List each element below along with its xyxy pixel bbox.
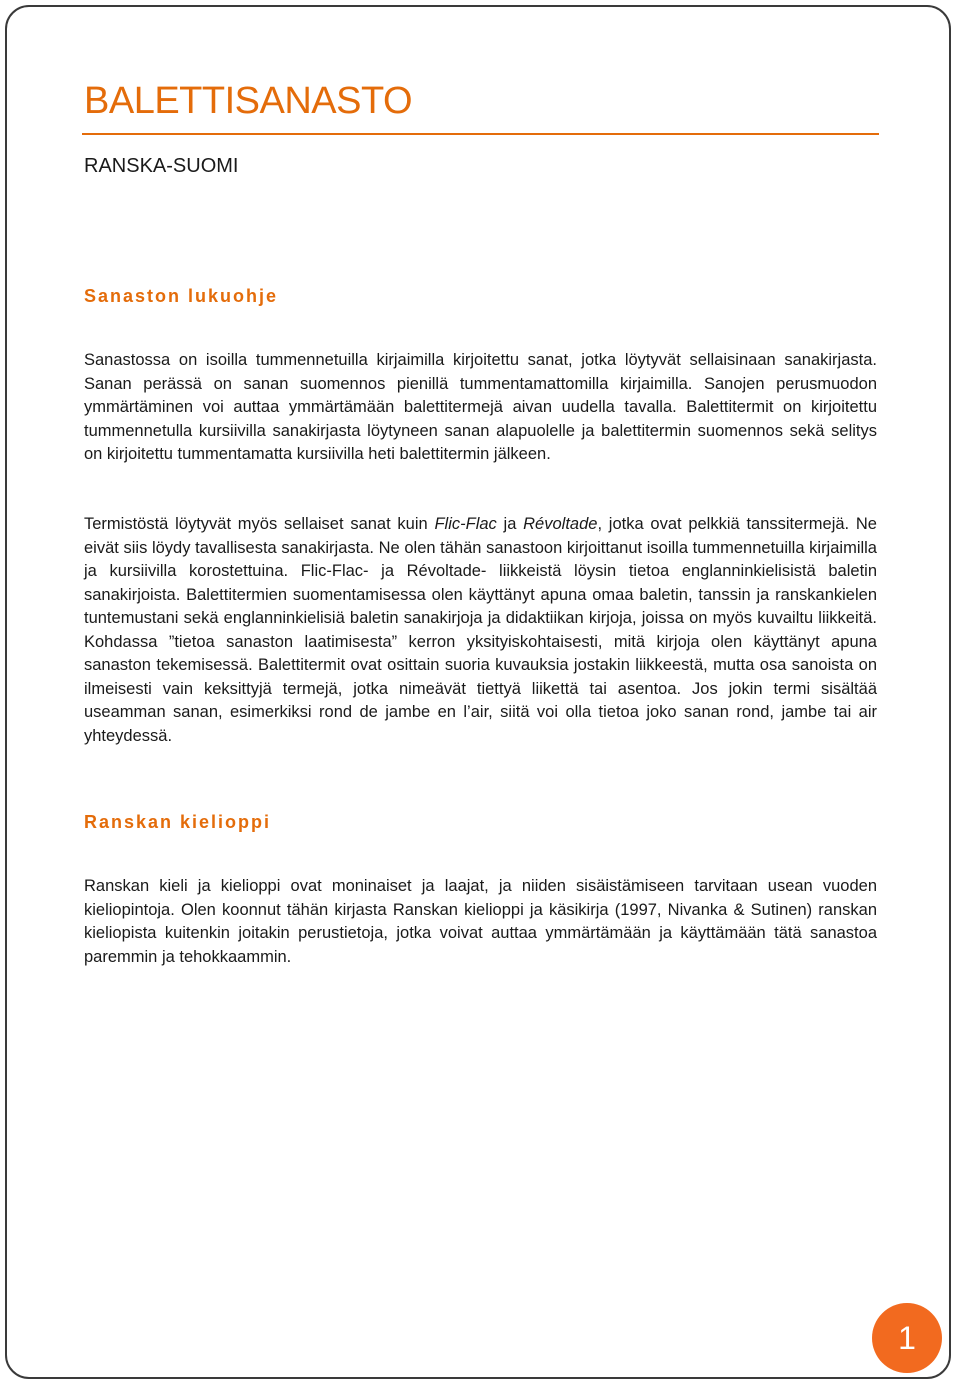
document-subtitle: RANSKA-SUOMI: [84, 155, 239, 177]
paragraph-text: Termistöstä löytyvät myös sellaiset sanat kuin: [84, 515, 435, 533]
section-heading-lukuohje: Sanaston lukuohje: [84, 286, 279, 306]
paragraph-text: , jotka ovat pelkkiä tanssitermejä. Ne eivät siis löydy tavallisesta sanakirjasta. Ne olen tähän sanastoon kirjoittanut isoilla tummennetuilla kirjaimilla ja kursiivilla korostettuina. Flic-Flac- ja Révoltade- liikkeistä löysin tietoa englanninkielisistä baletin sanakirjoista. Balettitermien suomentamisessa olen käyttänyt apuna omaa baletin, tanssin ja ranskankielen tuntemustani sekä englanninkielisiä baletin sanakirjoja ja didaktiikan kirjoja, joissa on myös kuvailtu liikkeitä. Kohdassa ”tietoa sanaston laatimisesta” kerron yksityiskohtaisesti, mitä kirjoja olen käyttänyt apuna sanaston tekemisessä. Balettitermit ovat osittain suoria kuvauksia jostakin liikkeestä, mutta osa sanoista on ilmeisesti vain keksittyjä termejä, jotka nimeävät tiettyä liikettä tai asentoa. Jos jokin termi sisältää useamman sanan, esimerkiksi rond de jambe en l’air, siitä voi olla tietoa joko sanan rond, jambe tai air yhteydessä.: [84, 515, 877, 745]
paragraph-text: ja: [496, 515, 524, 533]
term-flic-flac: Flic-Flac: [434, 515, 497, 533]
page-number: 1: [898, 1319, 916, 1356]
section-heading-kielioppi: Ranskan kielioppi: [84, 812, 272, 832]
term-revoltade: Révoltade: [523, 515, 598, 533]
paragraph-lukuohje-1: Sanastossa on isoilla tummennetuilla kirjaimilla kirjoitettu sanat, jotka löytyvät sellaisinaan sanakirjasta. Sanan perässä on sanan suomennos pienillä tummentamattomilla kirjaimilla. Sanojen perusmuodon ymmärtäminen voi auttaa ymmärtämään balettitermejä aivan uudella tavalla. Balettitermit on kirjoitettu tummennetulla kursiivilla sanakirjasta löytyneen sanan alapuolelle ja balettitermin suomennos sekä selitys on kirjoitettu tummentamatta kursiivilla heti balettitermin jälkeen.: [84, 351, 877, 463]
paragraph-kielioppi-1: Ranskan kieli ja kielioppi ovat moninaiset ja laajat, ja niiden sisäistämiseen tarvitaan usean vuoden kieliopintoja. Olen koonnut tähän kirjasta Ranskan kielioppi ja käsikirja (1997, Nivanka & Sutinen) ranskan kieliopista kuitenkin joitakin perustietoja, jotka voivat auttaa ymmärtämään ja käyttämään tätä sanastoa paremmin ja tehokkaammin.: [84, 877, 877, 966]
document-title: BALETTISANASTO: [84, 80, 413, 122]
paragraph-lukuohje-2: [84, 513, 877, 748]
title-divider: [82, 133, 879, 135]
page-number-badge: [872, 1303, 942, 1373]
